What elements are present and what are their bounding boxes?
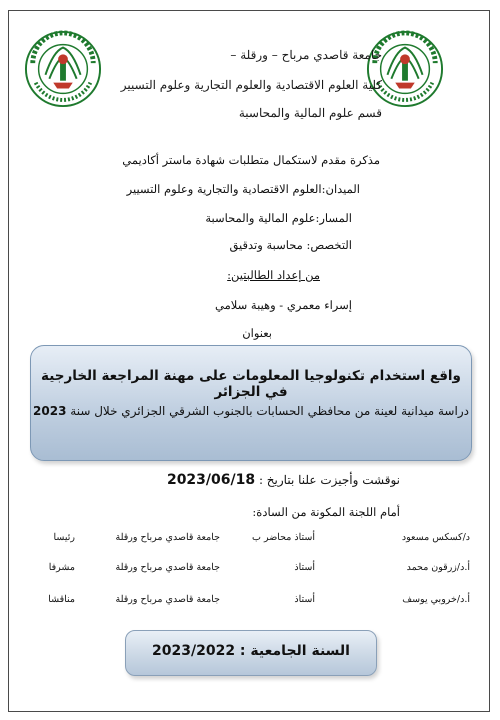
- thesis-title-box: [30, 345, 472, 461]
- jury-member-rank: أستاذ: [294, 562, 315, 573]
- defense-date-label: نوقشت وأجيزت علنا بتاريخ :: [258, 473, 400, 487]
- jury-member-university: جامعة قاصدي مرباح ورقلة: [115, 562, 220, 573]
- defense-date: 2023/06/18: [166, 472, 256, 488]
- jury-member-role: مناقشا: [48, 594, 75, 605]
- jury-member-name: أ.د/زرقون محمد: [406, 562, 470, 573]
- faculty-name: كلية العلوم الاقتصادية والعلوم التجارية وعلوم التسيير: [120, 78, 382, 92]
- jury-member-university: جامعة قاصدي مرباح ورقلة: [115, 594, 220, 605]
- memo-track: المسار:علوم المالية والمحاسبة: [205, 211, 352, 225]
- academic-year: السنة الجامعية : 2023/2022: [152, 643, 350, 659]
- thesis-subtitle-text: دراسة ميدانية لعينة من محافظي الحسابات بالجنوب الشرقي الجزائري خلال سنة: [70, 404, 469, 418]
- thesis-title: واقع استخدام تكنولوجيا المعلومات على مهنة المراجعة الخارجية في الجزائر: [41, 368, 461, 400]
- university-seal-icon: [366, 30, 444, 108]
- student-names: إسراء معمري - وهيبة سلامي: [215, 298, 352, 312]
- jury-member-name: أ.د/خروبي يوسف: [402, 594, 470, 605]
- memo-type: مذكرة مقدم لاستكمال متطلبات شهادة ماستر أكاديمي: [122, 153, 380, 167]
- jury-member-role: مشرفا: [48, 562, 75, 573]
- defense-date-line: [167, 472, 400, 488]
- jury-member-name: د/كسكس مسعود: [401, 532, 470, 543]
- jury-row: [30, 594, 470, 610]
- jury-row: [30, 532, 470, 548]
- memo-field: الميدان:العلوم الاقتصادية والتجارية وعلوم التسيير: [126, 182, 360, 196]
- academic-year-box: [125, 630, 377, 676]
- prepared-by-label: من إعداد الطالبتين:: [227, 268, 320, 282]
- jury-member-rank: أستاذ محاضر ب: [252, 532, 315, 543]
- university-logo-left: [24, 30, 102, 108]
- jury-member-rank: أستاذ: [294, 594, 315, 605]
- jury-title: أمام اللجنة المكونة من السادة:: [252, 505, 400, 519]
- thesis-subtitle: [31, 404, 471, 418]
- title-label: بعنوان: [242, 326, 272, 340]
- memo-specialty: التخصص: محاسبة وتدقيق: [229, 238, 352, 252]
- department-name: قسم علوم المالية والمحاسبة: [238, 106, 382, 120]
- jury-member-university: جامعة قاصدي مرباح ورقلة: [115, 532, 220, 543]
- thesis-subtitle-year: 2023: [33, 404, 67, 418]
- jury-row: [30, 562, 470, 578]
- university-seal-icon: [24, 30, 102, 108]
- university-name: جامعة قاصدي مرباح – ورقلة –: [230, 48, 382, 62]
- jury-member-role: رئيسا: [53, 532, 75, 543]
- university-logo-right: [366, 30, 444, 108]
